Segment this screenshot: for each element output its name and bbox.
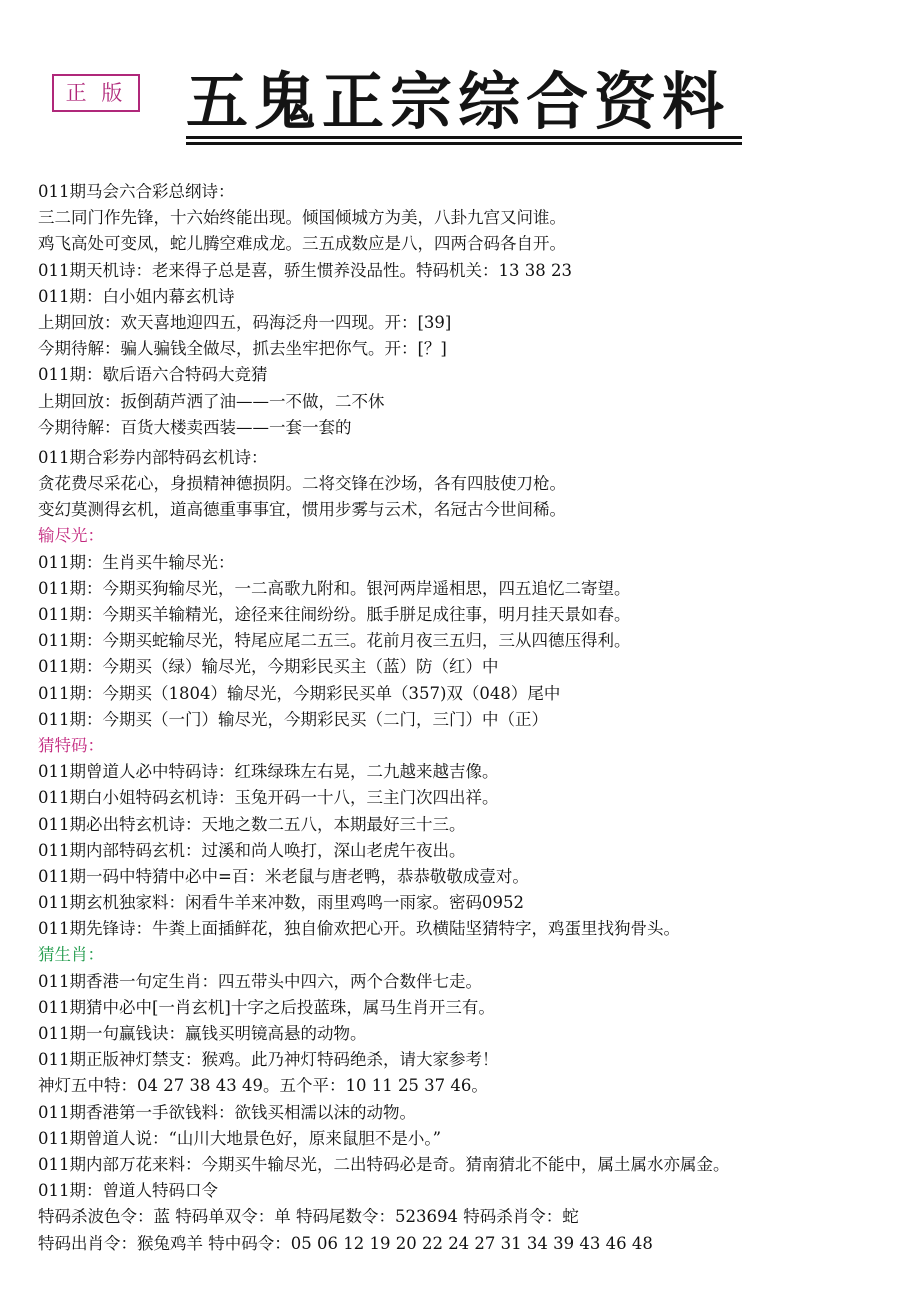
text-line: 011期曾道人必中特码诗：红珠绿珠左右晃，二九越来越吉像。 bbox=[38, 762, 499, 782]
title-underline bbox=[186, 136, 742, 145]
text-line: 上期回放：欢天喜地迎四五，码海泛舟一四现。开：[39] bbox=[38, 312, 452, 332]
text-line: 011期：白小姐内幕玄机诗 bbox=[38, 286, 235, 306]
text-line: 011期一句赢钱诀：赢钱买明镜高悬的动物。 bbox=[38, 1024, 367, 1043]
text-line: 011期内部万花来料：今期买牛输尽光，二出特码必是奇。猜南猜北不能中，属土属水亦属金。 bbox=[38, 1154, 730, 1174]
text-line: 011期白小姐特码玄机诗：玉兔开码一十八，三主门次四出祥。 bbox=[38, 788, 499, 808]
text-line: 011期香港第一手欲钱料：欲钱买相濡以沫的动物。 bbox=[38, 1102, 416, 1122]
text-line: 011期：今期买（1804）输尽光，今期彩民买单（357)双（048）尾中 bbox=[38, 683, 561, 703]
text-line: 011期猜中必中[一肖玄机]十字之后投蓝珠，属马生肖开三有。 bbox=[38, 997, 495, 1017]
text-line: 011期：今期买（绿）输尽光，今期彩民买主（蓝）防（红）中 bbox=[38, 657, 499, 677]
document-body bbox=[38, 179, 888, 1257]
text-line: 011期：今期买狗输尽光，一二高歌九附和。银河两岸遥相思，四五追忆二寄望。 bbox=[38, 578, 631, 598]
text-line: 上期回放：扳倒葫芦洒了油——一不做，二不休 bbox=[38, 391, 385, 411]
text-line: 011期先锋诗：牛粪上面插鲜花，独自偷欢把心开。玖横陆坚猜特字，鸡蛋里找狗骨头。 bbox=[38, 919, 680, 939]
text-line: 神灯五中特：04 27 38 43 49。五个平：10 11 25 37 46。 bbox=[38, 1076, 488, 1096]
text-line: 011期香港一句定生肖：四五带头中四六，两个合数伴七走。 bbox=[38, 971, 482, 991]
text-line: 011期：今期买（一门）输尽光，今期彩民买（二门，三门）中（正） bbox=[38, 709, 548, 729]
section-heading: 猜生肖： bbox=[38, 945, 104, 965]
text-line: 011期：今期买羊输精光，途径来往闹纷纷。胝手胼足成往事，明月挂天景如春。 bbox=[38, 605, 631, 624]
text-line: 特码出肖令：猴兔鸡羊 特中码令：05 06 12 19 20 22 24 27 31 34 39 43 46 48 bbox=[38, 1233, 653, 1253]
text-line: 011期：歇后语六合特码大竞猜 bbox=[38, 365, 268, 385]
text-line: 贪花费尽采花心，身损精神德损阴。二将交锋在沙场，各有四肢使刀枪。 bbox=[38, 474, 566, 494]
text-line: 011期一码中特猜中必中=百：米老鼠与唐老鸭，恭恭敬敬成壹对。 bbox=[38, 866, 529, 886]
page-title: 五鬼正宗综合资料 bbox=[186, 65, 731, 138]
text-line: 011期：今期买蛇输尽光，特尾应尾二五三。花前月夜三五归，三从四德压得利。 bbox=[38, 631, 631, 651]
text-line: 特码杀波色令：蓝 特码单双令：单 特码尾数令：523694 特码杀肖令：蛇 bbox=[38, 1207, 579, 1227]
section-heading: 猜特码： bbox=[38, 735, 104, 755]
text-line: 011期合彩券内部特码玄机诗： bbox=[38, 447, 268, 467]
text-line: 011期天机诗：老来得子总是喜，骄生惯养没品性。特码机关：13 38 23 bbox=[38, 260, 572, 280]
text-line: 011期马会六合彩总纲诗： bbox=[38, 182, 235, 201]
section-heading: 输尽光： bbox=[38, 526, 104, 546]
text-line: 今期待解：骗人骗钱全做尽，抓去坐牢把你气。开：[？] bbox=[38, 339, 447, 359]
text-line: 变幻莫测得玄机，道高德重事事宜，惯用步雾与云术，名冠古今世间稀。 bbox=[38, 500, 566, 520]
text-line: 011期必出特玄机诗：天地之数二五八，本期最好三十三。 bbox=[38, 814, 466, 834]
text-line: 鸡飞高处可变凤，蛇儿腾空难成龙。三五成数应是八，四两合码各自开。 bbox=[38, 234, 566, 254]
text-line: 今期待解：百货大楼卖西装——一套一套的 bbox=[38, 417, 352, 437]
edition-badge: 正 版 bbox=[52, 74, 140, 112]
text-line: 011期正版神灯禁支：猴鸡。此乃神灯特码绝杀，请大家参考！ bbox=[38, 1050, 499, 1070]
text-line: 011期曾道人说：“山川大地景色好，原来鼠胆不是小。” bbox=[38, 1128, 442, 1148]
text-line: 011期：曾道人特码口令 bbox=[38, 1181, 218, 1201]
text-line: 011期内部特码玄机：过溪和尚人唤打，深山老虎午夜出。 bbox=[38, 840, 466, 860]
text-line: 三二同门作先锋，十六始终能出现。倾国倾城方为美，八卦九宫又问谁。 bbox=[38, 208, 566, 228]
text-line: 011期：生肖买牛输尽光： bbox=[38, 552, 235, 572]
text-line: 011期玄机独家料：闲看牛羊来冲数，雨里鸡鸣一雨家。密码0952 bbox=[38, 893, 524, 913]
